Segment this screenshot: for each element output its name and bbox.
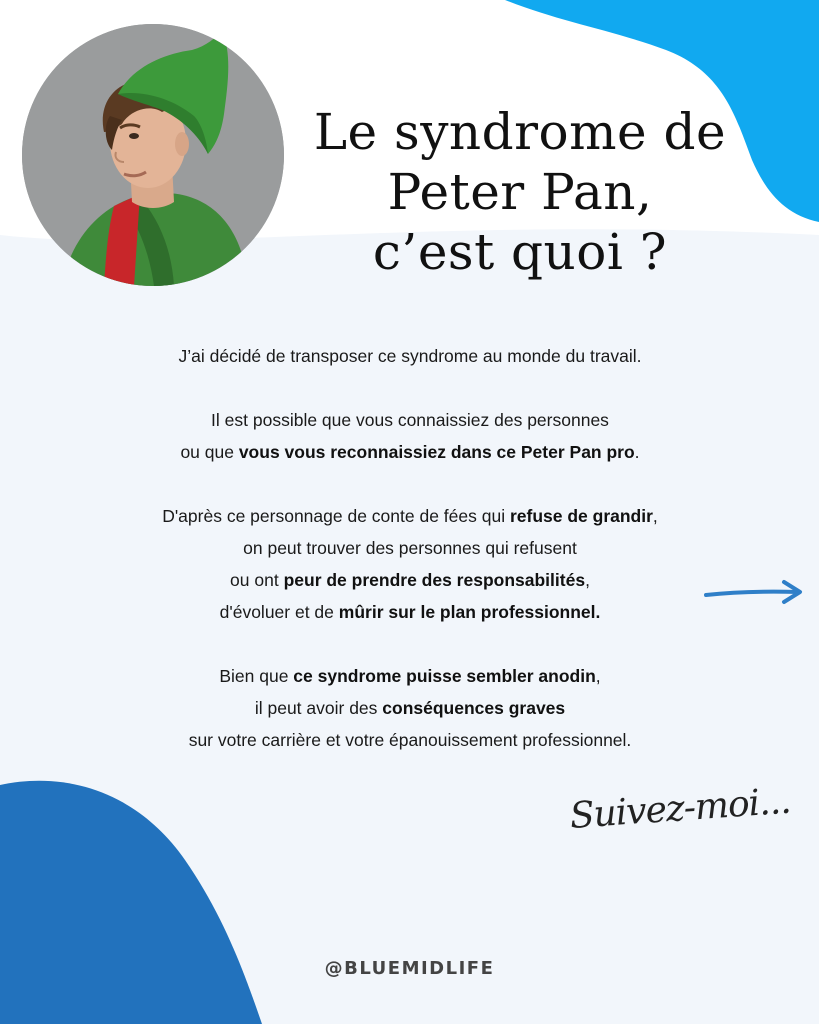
- page-title: [270, 102, 770, 282]
- bold-segment: ce syndrome puisse sembler anodin: [293, 666, 596, 686]
- text-segment: Bien que: [219, 666, 294, 686]
- paragraph: [60, 404, 760, 468]
- paragraph: [60, 660, 760, 756]
- bold-segment: vous vous reconnaissiez dans ce Peter Pan pro: [238, 442, 635, 462]
- text-line: Il est possible que vous connaissiez des personnes: [211, 410, 609, 430]
- text-line: [60, 564, 760, 596]
- text-segment: il peut avoir des: [254, 698, 383, 718]
- text-segment: ,: [585, 570, 590, 590]
- signature-text: Suivez-moi...: [568, 780, 792, 837]
- text-segment: ,: [652, 506, 658, 526]
- bold-segment: refuse de grandir: [509, 506, 653, 526]
- paragraph: [60, 500, 760, 628]
- arrow-right-icon: [704, 578, 804, 608]
- text-segment: .: [634, 442, 640, 462]
- text-segment: ,: [595, 666, 601, 686]
- title-line: Le syndrome de: [313, 103, 727, 161]
- text-line: sur votre carrière et votre épanouissement professionnel.: [188, 730, 632, 750]
- text-segment: ou que: [180, 442, 239, 462]
- text-line: [60, 692, 760, 724]
- paragraph: [60, 340, 760, 372]
- text-line: [60, 596, 760, 628]
- follow-signature: [570, 780, 800, 850]
- bold-segment: mûrir sur le plan professionnel.: [338, 602, 601, 622]
- text-line: [60, 660, 760, 692]
- social-handle: @BLUEMIDLIFE: [324, 958, 495, 979]
- text-line: on peut trouver des personnes qui refusent: [243, 538, 577, 558]
- body-text: [60, 340, 760, 756]
- text-segment: ou ont: [230, 570, 284, 590]
- peter-pan-portrait-icon: [22, 24, 284, 286]
- bold-segment: conséquences graves: [382, 698, 566, 718]
- bold-segment: peur de prendre des responsabilités: [283, 570, 586, 590]
- text-segment: d'évoluer et de: [219, 602, 339, 622]
- title-line: c’est quoi ?: [372, 223, 668, 281]
- portrait-photo: [22, 24, 284, 286]
- text-segment: D'après ce personnage de conte de fées qui: [162, 506, 510, 526]
- text-line: [60, 436, 760, 468]
- title-line: Peter Pan,: [387, 163, 653, 221]
- text-line: [60, 500, 760, 532]
- text-line: J’ai décidé de transposer ce syndrome au monde du travail.: [178, 346, 642, 366]
